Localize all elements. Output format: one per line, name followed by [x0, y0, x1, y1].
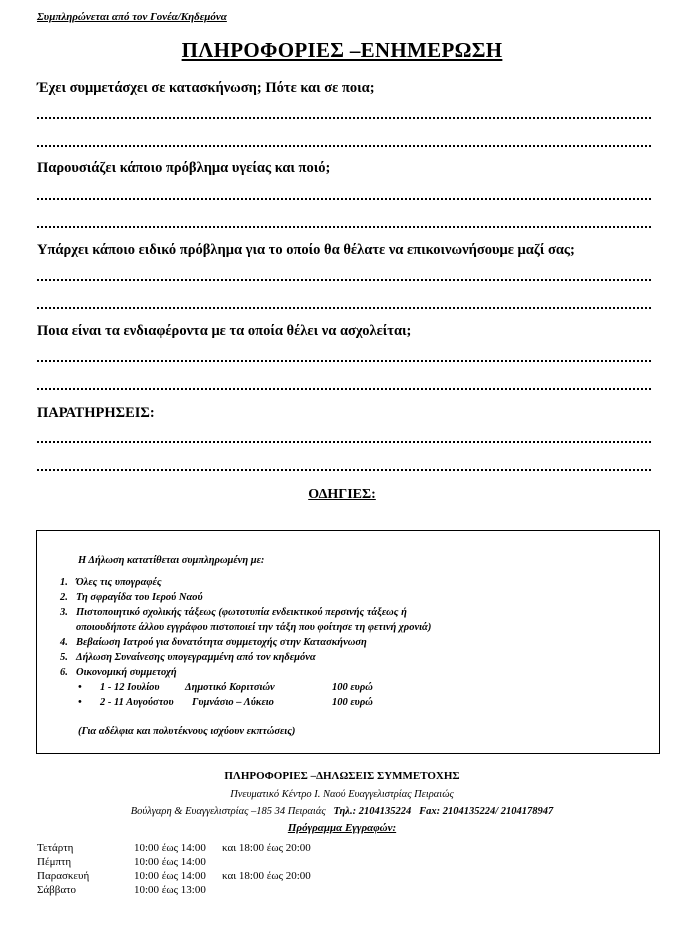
answer-line[interactable]: [37, 307, 651, 309]
answer-line[interactable]: [37, 441, 651, 443]
schedule-row: [37, 884, 222, 896]
answer-line[interactable]: [37, 198, 651, 200]
list-text: Όλες τις υπογραφές: [76, 577, 162, 588]
schedule-day: Παρασκευή: [37, 870, 90, 882]
schedule-hours: 10:00 έως 13:00: [134, 884, 206, 896]
schedule-hours: 10:00 έως 14:00: [134, 842, 206, 854]
question-previous-camp: Έχει συμμετάσχει σε κατασκήνωση; Πότε και σε ποια;: [37, 80, 375, 96]
list-text: Πιστοποιητικό σχολικής τάξεως (φωτοτυπία ενδεικτικού περσινής τάξεως ή: [76, 607, 407, 618]
list-item: [60, 607, 407, 618]
fax: Fax: 2104135224/ 2104178947: [419, 806, 554, 817]
question-interests: Ποια είναι τα ενδιαφέροντα με τα οποία θέλει να ασχολείται;: [37, 323, 412, 339]
schedule-row: [37, 856, 222, 868]
question-health-problem: Παρουσιάζει κάποιο πρόβλημα υγείας και ποιό;: [37, 160, 331, 176]
schedule-row: [37, 842, 311, 854]
remarks-label: ΠΑΡΑΤΗΡΗΣΕΙΣ:: [37, 405, 155, 421]
phone: Τηλ.: 2104135224: [333, 806, 412, 817]
period-group: Γυμνάσιο – Λύκειο: [192, 697, 274, 708]
list-number: 4.: [60, 637, 68, 648]
page-title: ΠΛΗΡΟΦΟΡΙΕΣ –ΕΝΗΜΕΡΩΣΗ: [181, 38, 503, 62]
answer-line[interactable]: [37, 117, 651, 119]
answer-line[interactable]: [37, 226, 651, 228]
period-price: 100 ευρώ: [332, 682, 373, 693]
list-text: Δήλωση Συναίνεσης υπογεγραμμένη από τον κηδεμόνα: [76, 652, 316, 663]
schedule-day: Πέμπτη: [37, 856, 72, 868]
bullet-icon: •: [78, 682, 82, 693]
period-dates: 2 - 11 Αυγούστου: [100, 697, 174, 708]
schedule-title: Πρόγραμμα Εγγραφών:: [287, 822, 397, 834]
list-number: 3.: [60, 607, 68, 618]
center-name: Πνευματικό Κέντρο Ι. Ναού Ευαγγελιστρίας Πειραιώς: [230, 789, 454, 800]
instructions-heading: ΟΔΗΓΙΕΣ:: [308, 487, 376, 502]
schedule-hours-evening: και 18:00 έως 20:00: [222, 842, 311, 854]
schedule-hours-evening: και 18:00 έως 20:00: [222, 870, 311, 882]
list-number: 5.: [60, 652, 68, 663]
list-text: Οικονομική συμμετοχή: [76, 667, 177, 678]
instructions-intro: Η Δήλωση κατατίθεται συμπληρωμένη με:: [78, 555, 265, 566]
answer-line[interactable]: [37, 145, 651, 147]
contact-line: [0, 806, 684, 817]
bullet-icon: •: [78, 697, 82, 708]
schedule-hours: 10:00 έως 14:00: [134, 870, 206, 882]
list-text: οποιουδήποτε άλλου εγγράφου πιστοποιεί την τάξη που φοίτησε τη φετινή χρονιά): [76, 622, 432, 633]
list-number: 1.: [60, 577, 68, 588]
answer-line[interactable]: [37, 279, 651, 281]
list-number: 2.: [60, 592, 68, 603]
period-dates: 1 - 12 Ιουλίου: [100, 682, 160, 693]
list-item: [60, 667, 177, 678]
list-text: Βεβαίωση Ιατρού για δυνατότητα συμμετοχής στην Κατασκήνωση: [76, 637, 367, 648]
list-text: Τη σφραγίδα του Ιερού Ναού: [76, 592, 203, 603]
info-heading: ΠΛΗΡΟΦΟΡΙΕΣ –ΔΗΛΩΣΕΙΣ ΣΥΜΜΕΤΟΧΗΣ: [224, 770, 460, 782]
answer-line[interactable]: [37, 469, 651, 471]
schedule-hours: 10:00 έως 14:00: [134, 856, 206, 868]
list-item: [60, 577, 162, 588]
schedule-day: Τετάρτη: [37, 842, 74, 854]
answer-line[interactable]: [37, 360, 651, 362]
answer-line[interactable]: [37, 388, 651, 390]
list-item: [60, 592, 203, 603]
period-group: Δημοτικό Κοριτσιών: [185, 682, 275, 693]
list-number: 6.: [60, 667, 68, 678]
discount-note: (Για αδέλφια και πολυτέκνους ισχύουν εκπτώσεις): [78, 726, 296, 737]
schedule-row: [37, 870, 311, 882]
list-item: [60, 622, 431, 633]
list-item: [60, 637, 367, 648]
question-special-problem: Υπάρχει κάποιο ειδικό πρόβλημα για το οποίο θα θέλατε να επικοινωνήσουμε μαζί σας;: [37, 242, 575, 258]
schedule-day: Σάββατο: [37, 884, 77, 896]
list-item: [60, 652, 316, 663]
address: Βούλγαρη & Ευαγγελιστρίας –185 34 Πειραιάς: [130, 806, 326, 817]
period-price: 100 ευρώ: [332, 697, 373, 708]
parent-note: Συμπληρώνεται από τον Γονέα/Κηδεμόνα: [37, 11, 227, 23]
